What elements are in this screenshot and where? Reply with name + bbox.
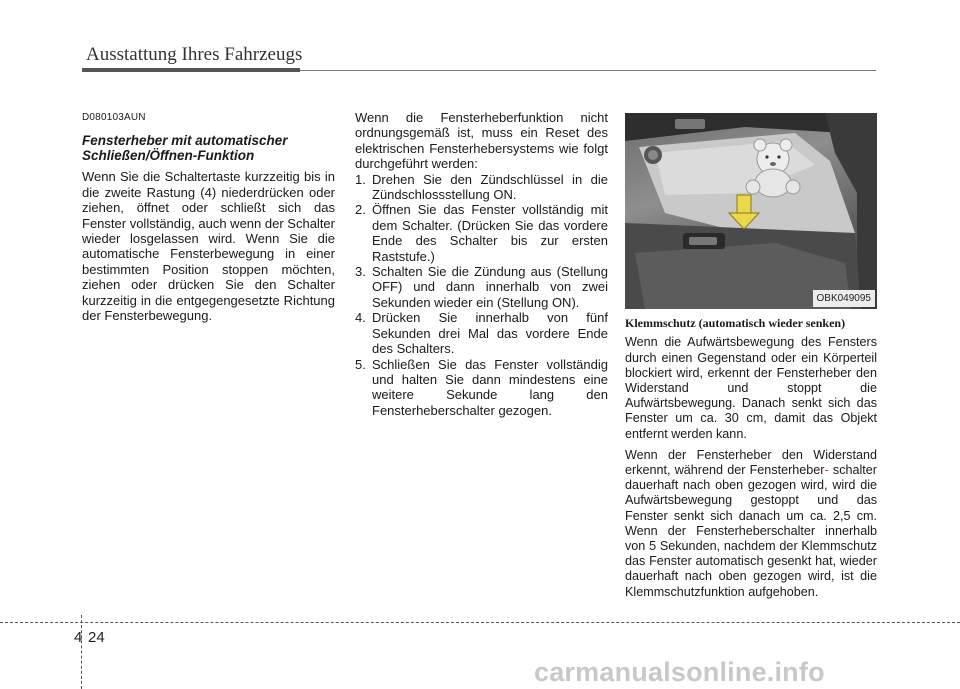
paragraph-auto-function: Wenn Sie die Schaltertaste kurzzeitig bis in die zweite Rastung (4) niederdrücken oder ziehen, öffnet oder schließt sich das Fenster vollständig, auch wenn der Schalter wieder losgelassen wird. Wenn Sie die automatische Fensterbewegung in einer bestimmten Position stoppen möchten, ziehen oder drücken Sie den Schalter kurzzeitig in die entgegengesetzte Richtung der Fensterbewegung. <box>82 169 335 324</box>
list-item <box>355 264 608 310</box>
subsection-heading: Fensterheber mit automatischer Schließen/Öffnen-Funktion <box>82 133 288 164</box>
paragraph-part-a: Wenn der Fensterheber den Widerstand erkennt, während der Fensterheber <box>625 447 877 478</box>
header-rule-thick <box>82 68 300 72</box>
paragraph-anti-pinch-2 <box>625 448 877 600</box>
reset-steps-list <box>355 172 608 419</box>
footer-rule-horizontal <box>0 622 960 623</box>
page-number: 24 <box>88 629 105 646</box>
caption-anti-pinch: Klemmschutz (automatisch wieder senken) <box>625 316 846 330</box>
step-number: 4. <box>355 310 366 326</box>
step-text: Öffnen Sie das Fenster vollständig mit dem Schalter. (Drücken Sie das vordere Ende des Schalter bis zur ersten Raststufe.) <box>372 202 608 264</box>
hyphen-mark: - <box>824 463 829 478</box>
list-item <box>355 202 608 264</box>
car-interior-illustration <box>625 113 877 309</box>
list-item <box>355 357 608 419</box>
list-item <box>355 310 608 356</box>
anti-pinch-illustration <box>625 113 877 309</box>
watermark-link[interactable]: carmanualsonline.info <box>534 657 825 687</box>
column-1 <box>82 110 335 323</box>
footer-rule-vertical <box>81 615 82 689</box>
paragraph-reset-intro: Wenn die Fensterheberfunktion nicht ordnungsgemäß ist, muss ein Reset des elektrischen Fensterhebersystems wie folgt durchgeführt werden: <box>355 110 608 172</box>
step-number: 3. <box>355 264 366 280</box>
step-text: Schalten Sie die Zündung aus (Stellung OFF) und dann innerhalb von zwei Sekunden wieder ein (Stellung ON). <box>372 264 608 310</box>
column-3 <box>625 113 877 606</box>
step-text: Drücken Sie innerhalb von fünf Sekunden drei Mal das vordere Ende des Schalters. <box>372 310 608 357</box>
chapter-number: 4 <box>74 629 83 646</box>
paragraph-part-b: schalter dauerhaft nach oben gezogen wird, wird die Aufwärtsbewegung gestoppt und das Fenster senkt sich danach um ca. 2,5 cm. Wenn der Fensterheberschalter innerhalb von 5 Sekunden, nachdem der Klemmschutz das Fenster automatisch gesenkt hat, wieder dauerhaft nach oben gezogen wird, ist die Klemmschutzfunktion aufgehoben. <box>625 463 878 599</box>
figure-code: OBK049095 <box>813 290 876 307</box>
step-text: Schließen Sie das Fenster vollständig und halten Sie dann mindestens eine weitere Sekunde lang den Fensterheberschalter gezogen. <box>372 356 608 418</box>
column-2 <box>355 110 608 418</box>
step-number: 5. <box>355 356 366 372</box>
header-rule-thin <box>300 70 876 71</box>
list-item <box>355 172 608 203</box>
section-code: D080103AUN <box>82 112 146 123</box>
step-text: Drehen Sie den Zündschlüssel in die Zündschlossstellung ON. <box>372 171 608 203</box>
step-number: 1. <box>355 171 366 187</box>
section-title: Ausstattung Ihres Fahrzeugs <box>86 44 303 65</box>
step-number: 2. <box>355 202 366 218</box>
paragraph-anti-pinch-1: Wenn die Aufwärtsbewegung des Fensters durch einen Gegenstand oder ein Körperteil blockiert wird, erkennt der Fensterheber den Widerstand und stoppt die Aufwärtsbewegung. Danach senkt sich das Fenster um ca. 30 cm, damit das Objekt entfernt werden kann. <box>625 335 877 441</box>
